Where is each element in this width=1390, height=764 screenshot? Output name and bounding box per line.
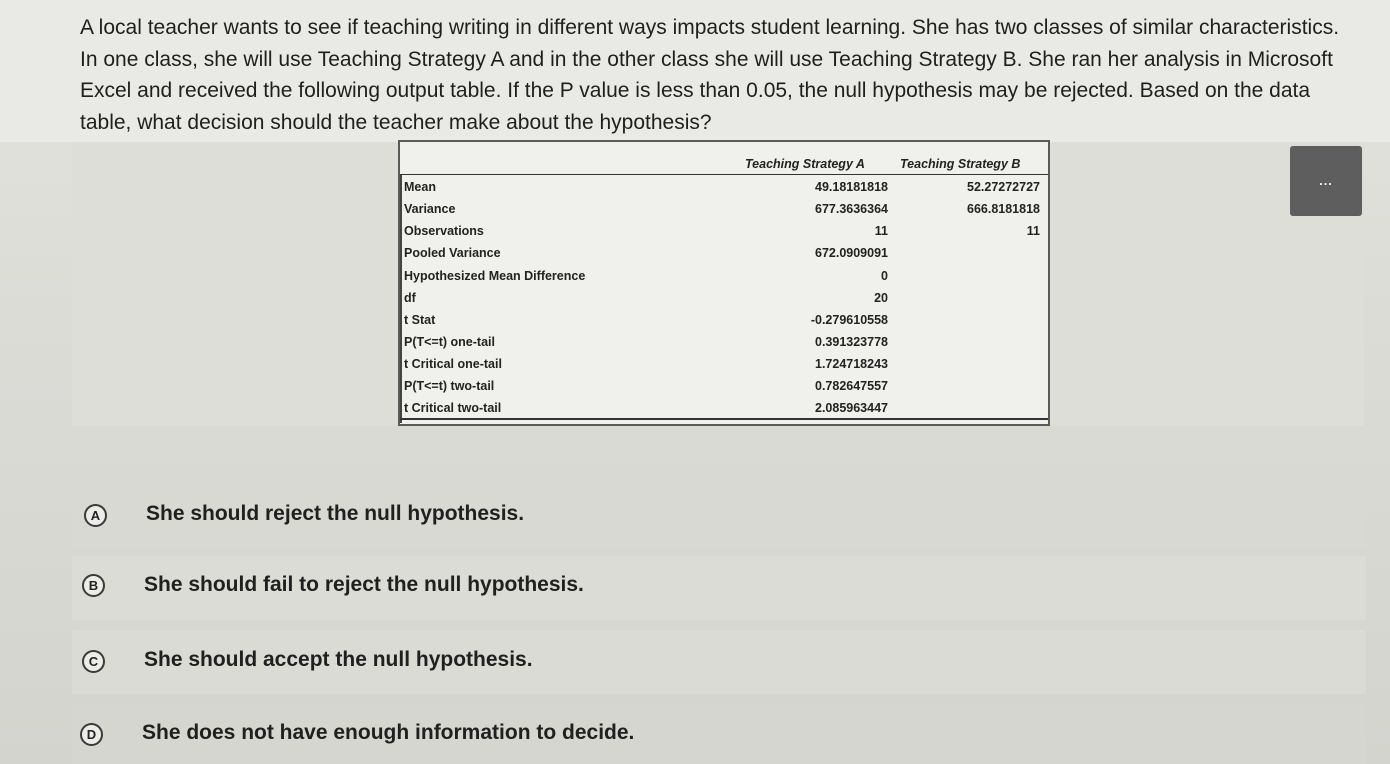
answer-option-a[interactable] (72, 484, 1366, 548)
value-b: 52.27272727 (967, 180, 1040, 194)
row-label: Observations (404, 224, 484, 238)
option-text-b: She should fail to reject the null hypothesis. (144, 573, 584, 596)
excel-output-table (398, 140, 1050, 426)
row-label: Variance (404, 202, 456, 216)
table-row (400, 176, 1048, 198)
value-a: 49.18181818 (815, 180, 888, 194)
option-letter-c[interactable]: C (82, 650, 105, 673)
table-row (400, 309, 1048, 331)
table-row (400, 242, 1048, 264)
answer-option-c[interactable] (72, 630, 1366, 694)
table-left-border (400, 175, 402, 423)
table-bottom-border (400, 418, 1048, 420)
column-header-strategy-a: Teaching Strategy A (745, 157, 865, 171)
answer-option-d[interactable] (72, 703, 1366, 764)
question-block (0, 0, 1390, 142)
value-a: 0 (881, 269, 888, 283)
more-options-button[interactable]: ... (1290, 146, 1362, 216)
option-letter-a[interactable]: A (84, 504, 107, 527)
value-a: -0.279610558 (810, 313, 888, 327)
row-label: P(T<=t) two-tail (404, 379, 495, 393)
row-label: Mean (404, 180, 436, 194)
row-label: t Stat (404, 313, 436, 327)
table-header-row (400, 156, 1048, 175)
option-letter-d[interactable]: D (80, 723, 103, 746)
table-row (400, 331, 1048, 353)
value-a: 11 (874, 224, 888, 238)
value-a: 0.782647557 (815, 379, 888, 393)
row-label: t Critical one-tail (404, 357, 502, 371)
answer-option-b[interactable] (72, 556, 1366, 620)
value-a: 0.391323778 (815, 335, 888, 349)
option-text-d: She does not have enough information to decide. (142, 721, 635, 744)
value-b: 666.8181818 (967, 202, 1040, 216)
row-label: Pooled Variance (404, 246, 501, 260)
option-text-c: She should accept the null hypothesis. (144, 648, 533, 671)
option-letter-b[interactable]: B (82, 574, 105, 597)
table-row (400, 287, 1048, 309)
value-a: 1.724718243 (815, 357, 888, 371)
row-label: t Critical two-tail (404, 401, 502, 415)
value-a: 20 (874, 291, 888, 305)
table-row (400, 265, 1048, 287)
value-b: 11 (1026, 224, 1040, 238)
question-text: A local teacher wants to see if teaching writing in different ways impacts student learning. She has two classes of similar characteristics. In one class, she will use Teaching Strategy A and in the other class she will use Teaching Strategy B. She ran her analysis in Microsoft Excel and received the following output table. If the P value is less than 0.05, the null hypothesis may be rejected. Based on the data table, what decision should the teacher make about the hypothesis? (80, 16, 1340, 134)
row-label: Hypothesized Mean Difference (404, 269, 586, 283)
value-a: 677.3636364 (815, 202, 888, 216)
table-row (400, 375, 1048, 397)
table-row (400, 353, 1048, 375)
value-a: 672.0909091 (815, 246, 888, 260)
table-row (400, 397, 1048, 419)
row-label: df (404, 291, 416, 305)
row-label: P(T<=t) one-tail (404, 335, 495, 349)
column-header-strategy-b: Teaching Strategy B (900, 157, 1021, 171)
option-text-a: She should reject the null hypothesis. (146, 502, 525, 525)
value-a: 2.085963447 (815, 401, 888, 415)
table-row (400, 198, 1048, 220)
table-row (400, 220, 1048, 242)
